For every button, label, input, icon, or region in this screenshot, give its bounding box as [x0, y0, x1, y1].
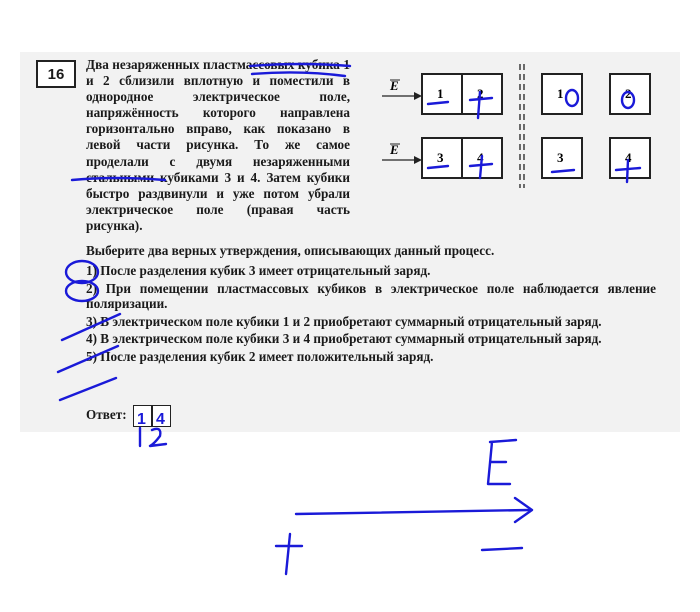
cubes-diagram	[380, 60, 680, 190]
answer-cell-2[interactable]	[152, 405, 171, 427]
answer-options	[86, 263, 656, 366]
option-2: 2) При помещении пластмассовых кубиков в электрическое поле наблюдается явление поляризации.	[86, 280, 656, 311]
field-label-bottom: E	[390, 142, 399, 157]
answer-cell-1[interactable]	[133, 405, 152, 427]
task-number: 16	[36, 60, 76, 88]
hw-plus-sign	[276, 534, 302, 574]
svg-text:2: 2	[625, 86, 632, 101]
hw-answer-2: 4	[156, 411, 165, 428]
option-3: 3) В электрическом поле кубики 1 и 2 приобретают суммарный отрицательный заряд.	[86, 313, 602, 329]
field-arrow-top	[382, 78, 422, 100]
field-label-top: E	[390, 78, 399, 93]
svg-text:3: 3	[557, 150, 564, 165]
option-5: 5) После разделения кубик 2 имеет положительный заряд.	[86, 348, 434, 364]
option-1: 1) После разделения кубик 3 имеет отрицательный заряд.	[86, 263, 431, 278]
hw-field-letter	[488, 440, 516, 484]
field-arrow-bottom	[382, 142, 422, 164]
answer-label: Ответ:	[86, 407, 127, 422]
question-text: Выберите два верных утверждения, описывающих данный процесс.	[86, 243, 495, 258]
cube-label-2: 2	[477, 86, 484, 101]
svg-text:1: 1	[557, 86, 564, 101]
cube-label-4: 4	[477, 150, 484, 165]
hw-answer-1: 1	[137, 411, 146, 428]
hw-field-arrow	[296, 510, 530, 514]
option-4: 4) В электрическом поле кубики 3 и 4 приобретают суммарный отрицательный заряд.	[86, 331, 602, 346]
problem-text: Два незаряженных пластмассовых кубика 1 и 2 сблизили вплотную и поместили в однородное электрическое поле, напряжённость которого направлена горизонтально вправо, как показано в левой части рисунка. То же самое проделали с двумя незаряженными стальными кубиками 3 и 4. Затем кубики быстро раздвинули и уже потом убрали электрическое поле (правая часть рисунка).	[86, 57, 350, 233]
cube-label-3: 3	[437, 150, 444, 165]
svg-text:4: 4	[625, 150, 632, 165]
cube-label-1: 1	[437, 86, 444, 101]
hw-minus-sign	[482, 548, 522, 550]
